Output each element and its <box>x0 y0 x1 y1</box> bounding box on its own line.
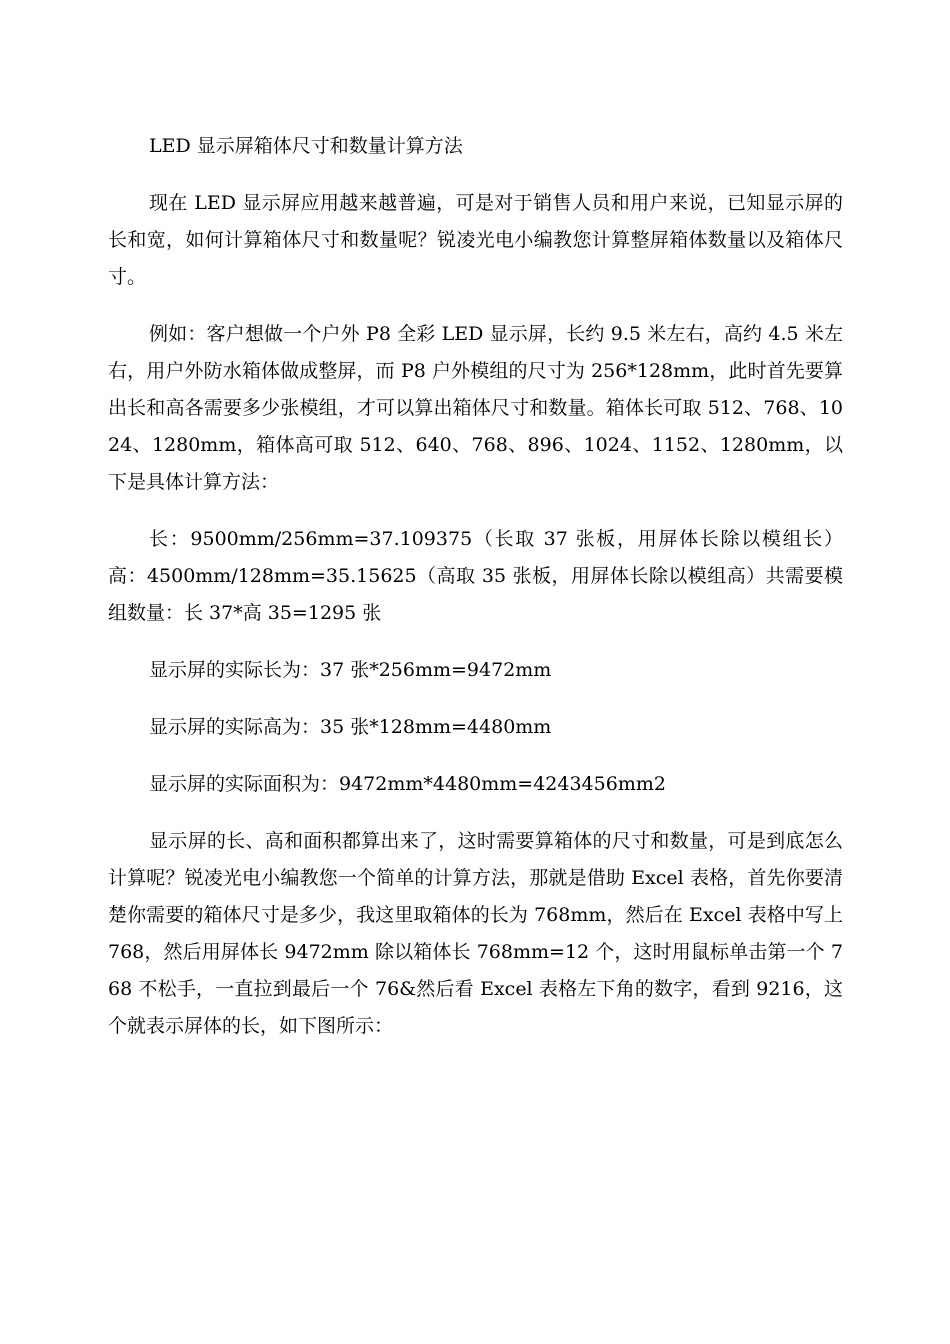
paragraph-actual-area: 显示屏的实际面积为：9472mm*4480mm=4243456mm2 <box>149 773 666 795</box>
paragraph-module-calculation: 长：9500mm/256mm=37.109375（长取 37 张板，用屏体长除以模组长）高：4500mm/128mm=35.15625（高取 35 张板，用屏体长除以模组高）共需要模组数量：长 37*高 35=1295 张 <box>108 528 843 624</box>
document-title: LED 显示屏箱体尺寸和数量计算方法 <box>149 135 463 157</box>
paragraph-excel-method: 显示屏的长、高和面积都算出来了，这时需要算箱体的尺寸和数量，可是到底怎么计算呢？锐凌光电小编教您一个简单的计算方法，那就是借助 Excel 表格，首先你要清楚你需要的箱体尺寸是多少，我这里取箱体的长为 768mm，然后在 Excel 表格中写上 768，然后用屏体长 9472mm 除以箱体长 768mm=12 个，这时用鼠标单击第一个 768 不松手，一直拉到最后一个 76&然后看 Excel 表格左下角的数字，看到 9216，这个就表示屏体的长，如下图所示： <box>108 830 843 1037</box>
paragraph-actual-length: 显示屏的实际长为：37 张*256mm=9472mm <box>149 659 552 681</box>
paragraph-intro: 现在 LED 显示屏应用越来越普遍，可是对于销售人员和用户来说，已知显示屏的长和宽，如何计算箱体尺寸和数量呢？锐凌光电小编教您计算整屏箱体数量以及箱体尺寸。 <box>108 192 843 288</box>
paragraph-actual-height: 显示屏的实际高为：35 张*128mm=4480mm <box>149 716 552 738</box>
paragraph-example: 例如：客户想做一个户外 P8 全彩 LED 显示屏，长约 9.5 米左右，高约 4.5 米左右，用户外防水箱体做成整屏，而 P8 户外模组的尺寸为 256*128mm，此时首先要算出长和高各需要多少张模组，才可以算出箱体尺寸和数量。箱体长可取 512、768、1024、1280mm，箱体高可取 512、640、768、896、1024、1152、1280mm，以下是具体计算方法： <box>108 323 843 493</box>
document-body <box>108 128 843 1065</box>
